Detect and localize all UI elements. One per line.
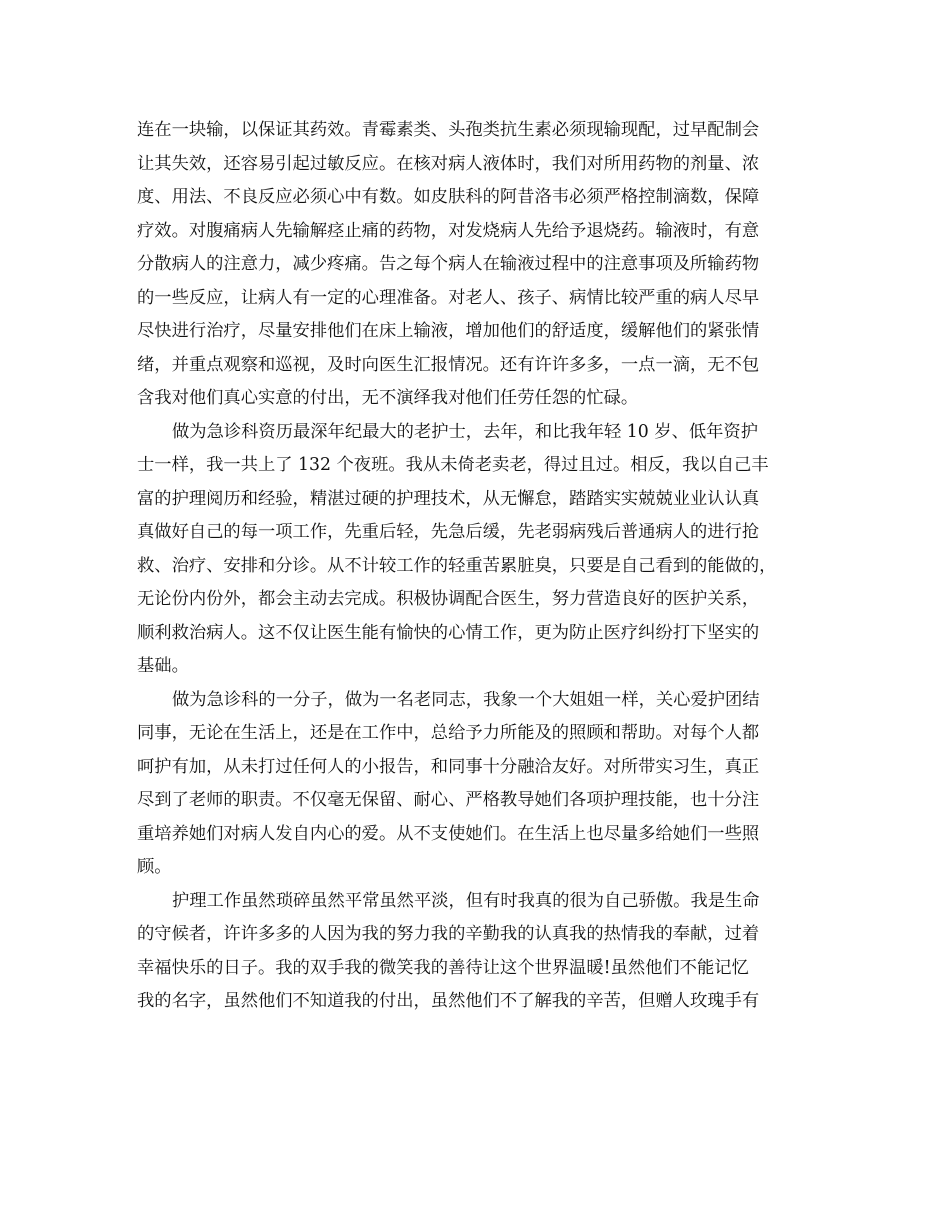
text-line: 顺利救治病人。这不仅让医生能有愉快的心情工作，更为防止医疗纠纷打下坚实的 — [137, 622, 760, 643]
text-line: 尽快进行治疗，尽量安排他们在床上输液，增加他们的舒适度，缓解他们的紧张情 — [137, 321, 760, 341]
text-line: 的守候者，许许多多的人因为我的努力我的辛勤我的认真我的热情我的奉献，过着 — [137, 924, 760, 944]
text-line: 呵护有加，从未打过任何人的小报告，和同事十分融洽友好。对所带实习生，真正 — [137, 756, 760, 777]
text-line: 的一些反应，让病人有一定的心理准备。对老人、孩子、病情比较严重的病人尽早 — [137, 287, 760, 308]
paragraph — [137, 416, 817, 684]
text-line: 富的护理阅历和经验，精湛过硬的护理技术，从无懈怠，踏踏实实兢兢业业认认真 — [137, 488, 760, 509]
paragraph — [137, 885, 817, 1019]
text-line: 疗效。对腹痛病人先输解痉止痛的药物，对发烧病人先给予退烧药。输液时，有意 — [137, 220, 760, 241]
text-line: 真做好自己的每一项工作，先重后轻，先急后缓，先老弱病残后普通病人的进行抢 — [137, 522, 760, 542]
document-body — [137, 114, 817, 1019]
text-line: 顾。 — [137, 857, 172, 877]
text-line: 我的名字，虽然他们不知道我的付出，虽然他们不了解我的辛苦，但赠人玫瑰手有 — [137, 991, 760, 1011]
text-line: 含我对他们真心实意的付出，无不演绎我对他们任劳任怨的忙碌。 — [137, 388, 639, 408]
text-line: 度、用法、不良反应必须心中有数。如皮肤科的阿昔洛韦必须严格控制滴数，保障 — [137, 187, 760, 207]
text-line: 幸福快乐的日子。我的双手我的微笑我的善待让这个世界温暖!虽然他们不能记忆 — [137, 957, 749, 978]
text-line: 绪，并重点观察和巡视，及时向医生汇报情况。还有许许多多，一点一滴，无不包 — [137, 354, 760, 375]
paragraph — [137, 684, 817, 885]
text-line: 做为急诊科资历最深年纪最大的老护士，去年，和比我年轻 10 岁、低年资护 — [172, 421, 758, 442]
text-line: 士一样，我一共上了 132 个夜班。我从未倚老卖老，得过且过。相反，我以自己丰 — [137, 455, 769, 475]
text-line: 连在一块输，以保证其药效。青霉素类、头孢类抗生素必须现输现配，过早配制会 — [137, 120, 760, 140]
text-line: 分散病人的注意力，减少疼痛。告之每个病人在输液过程中的注意事项及所输药物 — [137, 254, 760, 274]
paragraph — [137, 114, 817, 416]
text-line: 护理工作虽然琐碎虽然平常虽然平淡，但有时我真的很为自己骄傲。我是生命 — [172, 890, 760, 911]
text-line: 重培养她们对病人发自内心的爱。从不支使她们。在生活上也尽量多给她们一些照 — [137, 823, 760, 844]
text-line: 基础。 — [137, 656, 189, 676]
text-line: 同事，无论在生活上，还是在工作中，总给予力所能及的照顾和帮助。对每个人都 — [137, 723, 760, 743]
text-line: 救、治疗、安排和分诊。从不计较工作的轻重苦累脏臭，只要是自己看到的能做的， — [137, 555, 777, 576]
text-line: 做为急诊科的一分子，做为一名老同志，我象一个大姐姐一样，关心爱护团结 — [172, 689, 760, 710]
text-line: 让其失效，还容易引起过敏反应。在核对病人液体时，我们对所用药物的剂量、浓 — [137, 153, 760, 174]
text-line: 无论份内份外，都会主动去完成。积极协调配合医生，努力营造良好的医护关系， — [137, 589, 760, 609]
text-line: 尽到了老师的职责。不仅毫无保留、耐心、严格教导她们各项护理技能，也十分注 — [137, 790, 760, 810]
